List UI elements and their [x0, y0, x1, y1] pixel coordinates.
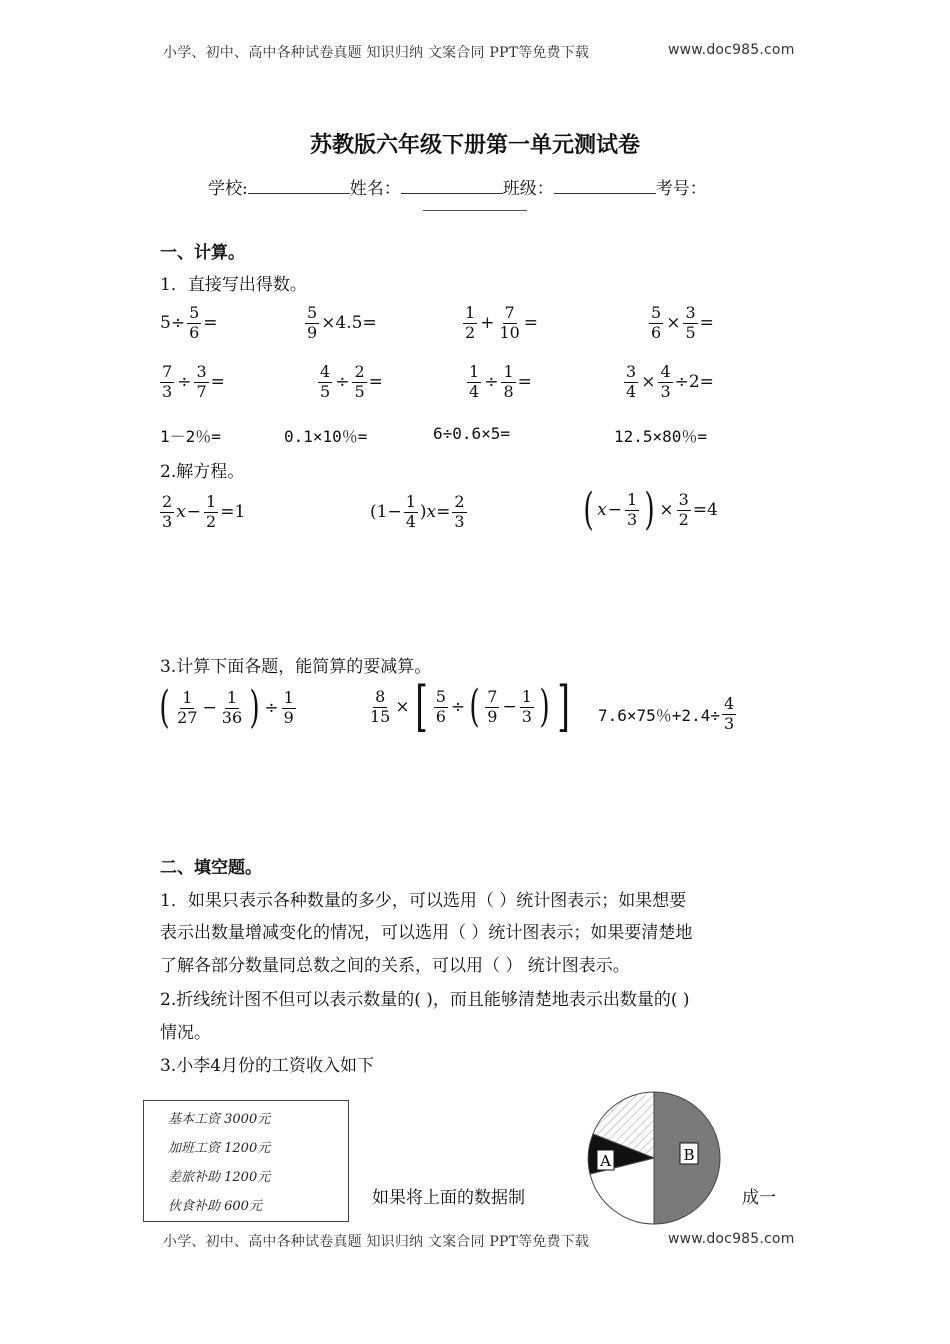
page-title: 苏教版六年级下册第一单元测试卷 — [309, 132, 640, 158]
section2-heading: 二、填空题。 — [160, 858, 262, 878]
salary-row: 基本工资 3000元 — [168, 1112, 271, 1127]
pie-label-b: B — [683, 1146, 695, 1164]
calc-r3c1: 1－2％= — [160, 427, 221, 446]
salary-row: 伙食补助 600元 — [168, 1199, 262, 1214]
name-blank[interactable] — [401, 179, 503, 194]
q3-label: 3.计算下面各题，能简算的要减算。 — [160, 657, 432, 677]
equation-3: ( x − $\frac{1}{3}$ ) × $\frac{3}{2}$ =4 — [583, 484, 718, 535]
simplify-2: $\frac{8}{15}$ × [ $\frac{5}{6}$ ÷ ( $\frac{7}{9}$ − $\frac{1}{3}$ ) ] — [370, 675, 570, 738]
salary-row: 差旅补助 1200元 — [168, 1170, 271, 1185]
section1-heading: 一、计算。 — [160, 243, 245, 263]
calc-r1c4: $\frac{5}{6}$ × $\frac{3}{5}$ = — [651, 303, 714, 342]
simplify-1: ( $\frac{1}{27}$ − $\frac{1}{36}$ ) ÷ $\frac{1}{9}$ — [159, 682, 294, 733]
fill-q3-line1: 3.小李4月份的工资收入如下 — [160, 1056, 375, 1076]
equation-1: $\frac{2}{3}$ x − $\frac{1}{2}$ =1 — [162, 492, 246, 531]
calc-r1c3: $\frac{1}{2}$ + $\frac{7}{10}$ = — [465, 303, 539, 342]
pie-chart-figure — [584, 1088, 724, 1228]
exam-no-blank[interactable] — [423, 210, 527, 211]
calc-r2c1: $\frac{7}{3}$ ÷ $\frac{3}{7}$ = — [162, 362, 225, 401]
q2-label: 2.解方程。 — [160, 462, 245, 482]
calc-r3c2: 0.1×10％= — [284, 427, 368, 446]
class-blank[interactable] — [554, 179, 656, 194]
student-info-row — [208, 174, 707, 199]
fill-q2-line2: 情况。 — [160, 1023, 211, 1043]
fill-q1-line3: 了解各部分数量同总数之间的关系，可以用（ ） 统计图表示。 — [160, 956, 630, 976]
calc-r1c2: $\frac{5}{9}$ ×4.5= — [307, 303, 377, 342]
page-header-site[interactable]: www.doc985.com — [668, 42, 795, 58]
q1-label: 1．直接写出得数。 — [160, 275, 307, 295]
fill-q3-end-text: 成一 — [742, 1188, 776, 1208]
calc-r2c2: $\frac{4}{5}$ ÷ $\frac{2}{5}$ = — [320, 362, 383, 401]
calc-r3c4: 12.5×80％= — [614, 427, 708, 446]
equation-2: (1− $\frac{1}{4}$ ) x = $\frac{2}{3}$ — [370, 492, 465, 531]
name-label: 姓名： — [349, 179, 401, 199]
fill-q1-line2: 表示出数量增减变化的情况，可以选用（ ）统计图表示；如果要清楚地 — [160, 923, 693, 943]
fill-q3-mid-text: 如果将上面的数据制 — [372, 1188, 525, 1208]
pie-label-a: A — [600, 1152, 611, 1170]
page-footer-text: 小学、初中、高中各种试卷真题 知识归纳 文案合同 PPT等免费下载 — [163, 1234, 590, 1250]
calc-r2c3: $\frac{1}{4}$ ÷ $\frac{1}{8}$ = — [469, 362, 532, 401]
salary-row: 加班工资 1200元 — [168, 1141, 271, 1156]
salary-box — [143, 1100, 349, 1222]
exam-no-label: 考号： — [655, 179, 707, 199]
class-label: 班级： — [502, 179, 554, 199]
fill-q1-line1: 1．如果只表示各种数量的多少，可以选用（ ）统计图表示；如果想要 — [160, 891, 687, 911]
fill-q2-line1: 2.折线统计图不但可以表示数量的( )，而且能够清楚地表示出数量的( ) — [160, 990, 690, 1010]
page-footer-site[interactable]: www.doc985.com — [668, 1231, 795, 1247]
calc-r2c4: $\frac{3}{4}$ × $\frac{4}{3}$ ÷2= — [626, 362, 714, 401]
calc-r3c3: 6÷0.6×5= — [433, 424, 511, 443]
page-header-text: 小学、初中、高中各种试卷真题 知识归纳 文案合同 PPT等免费下载 — [163, 45, 590, 61]
simplify-3: 7.6×75％+2.4÷ $\frac{4}{3}$ — [598, 694, 735, 733]
calc-r1c1: 5÷ $\frac{5}{6}$ = — [160, 303, 218, 342]
school-label: 学校: — [208, 179, 248, 199]
school-blank[interactable] — [248, 179, 350, 194]
